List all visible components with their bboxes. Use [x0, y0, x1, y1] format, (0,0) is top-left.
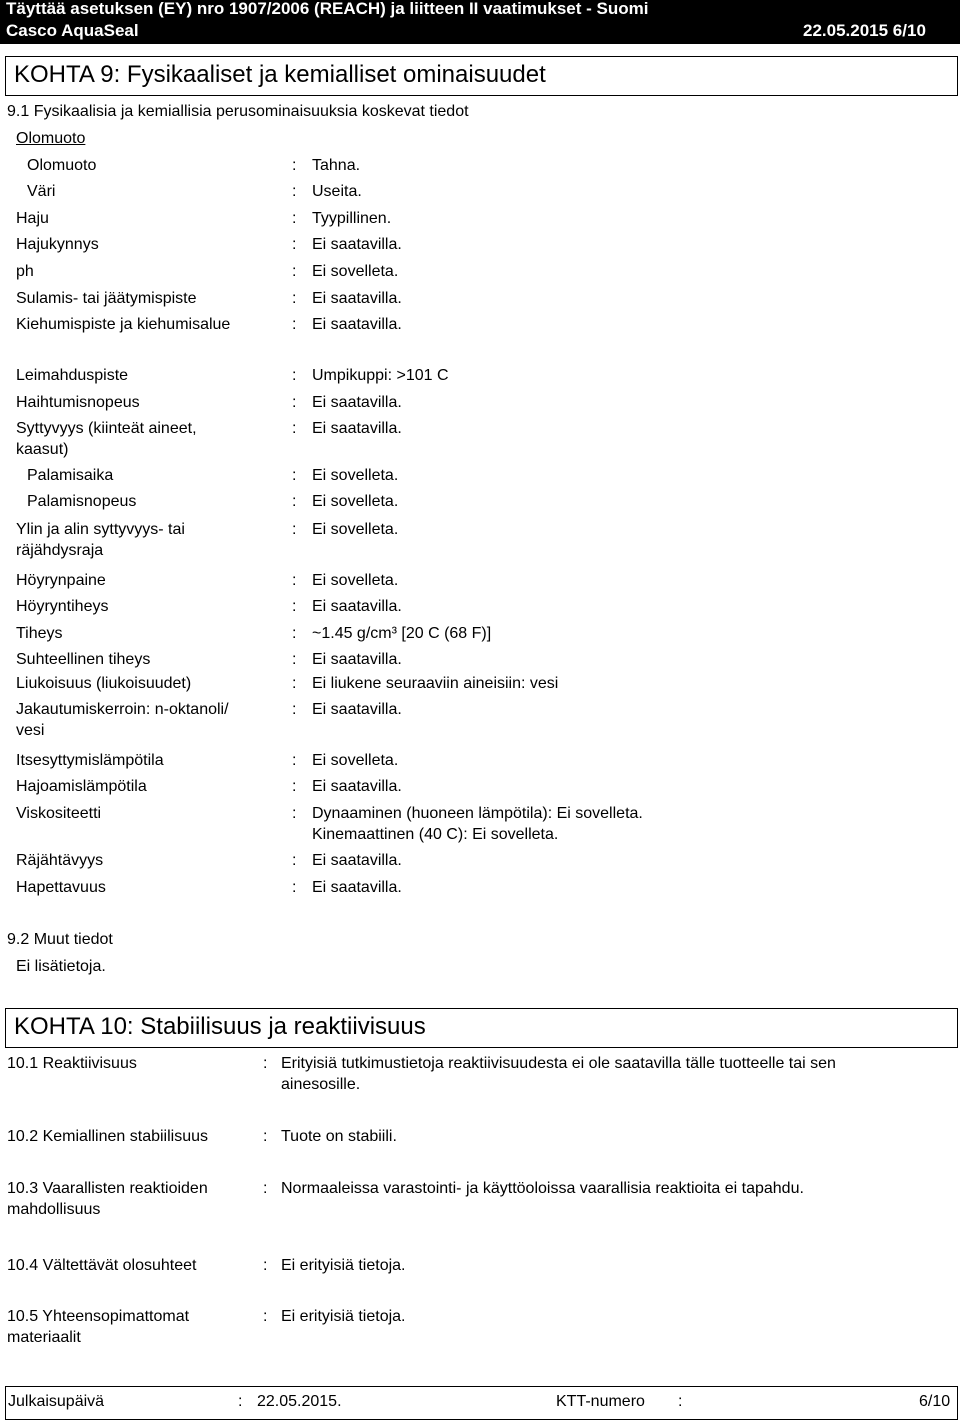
subsection-9-1: 9.1 Fysikaalisia ja kemiallisia perusominaisuuksia koskevat tiedot — [7, 103, 469, 120]
regulation-title: Täyttää asetuksen (EY) nro 1907/2006 (REACH) ja liitteen II vaatimukset - Suomi — [6, 0, 649, 18]
stability-value: Normaaleissa varastointi- ja käyttöoloissa vaarallisia reaktioita ei tapahdu. — [281, 1180, 804, 1197]
prop-value: Ei sovelleta. — [312, 467, 399, 484]
prop-label: Syttyvyys (kiinteät aineet, — [16, 420, 197, 437]
prop-value: Ei saatavilla. — [312, 316, 402, 333]
stability-value: Erityisiä tutkimustietoja reaktiivisuudesta ei ole saatavilla tälle tuotteelle tai sen — [281, 1055, 836, 1072]
prop-value: Ei saatavilla. — [312, 420, 402, 437]
prop-value: Ei saatavilla. — [312, 394, 402, 411]
prop-label-line2: kaasut) — [16, 441, 69, 458]
colon: : — [292, 879, 297, 896]
prop-label: Liukoisuus (liukoisuudet) — [16, 675, 192, 692]
prop-value: Tyypillinen. — [312, 210, 392, 227]
prop-label: Sulamis- tai jäätymispiste — [16, 290, 197, 307]
prop-label: Hapettavuus — [16, 879, 106, 896]
stability-label-line2: materiaalit — [7, 1329, 81, 1346]
prop-value: Ei saatavilla. — [312, 852, 402, 869]
colon: : — [292, 316, 297, 333]
colon: : — [292, 183, 297, 200]
prop-value: Umpikuppi: >101 C — [312, 367, 449, 384]
prop-label: Leimahduspiste — [16, 367, 129, 384]
prop-value: Ei saatavilla. — [312, 651, 402, 668]
colon: : — [292, 367, 297, 384]
prop-label: Itsesyttymislämpötila — [16, 752, 164, 769]
prop-label: Haihtumisnopeus — [16, 394, 140, 411]
prop-label: Suhteellinen tiheys — [16, 651, 151, 668]
colon: : — [292, 675, 297, 692]
olomuoto-heading: Olomuoto — [16, 130, 86, 147]
prop-value: Ei saatavilla. — [312, 598, 402, 615]
prop-label-line2: räjähdysraja — [16, 542, 104, 559]
prop-value: Ei sovelleta. — [312, 263, 399, 280]
prop-label: Viskositeetti — [16, 805, 102, 822]
document-header — [0, 0, 960, 44]
prop-value: Ei liukene seuraaviin aineisiin: vesi — [312, 675, 559, 692]
colon: : — [263, 1257, 268, 1274]
section-10-title-box — [5, 1008, 958, 1048]
prop-label: Palamisnopeus — [27, 493, 137, 510]
prop-label: Väri — [27, 183, 56, 200]
stability-label-line2: mahdollisuus — [7, 1201, 101, 1218]
subsection-9-2-text: Ei lisätietoja. — [16, 958, 106, 975]
stability-label: 10.1 Reaktiivisuus — [7, 1055, 137, 1072]
prop-label: Olomuoto — [27, 157, 97, 174]
stability-value: Tuote on stabiili. — [281, 1128, 397, 1145]
colon: : — [292, 521, 297, 538]
stability-value: Ei erityisiä tietoja. — [281, 1257, 406, 1274]
colon: : — [292, 651, 297, 668]
colon: : — [292, 290, 297, 307]
footer-issue-label: Julkaisupäivä — [8, 1393, 105, 1410]
section-9-title-box — [5, 56, 958, 96]
prop-label: Haju — [16, 210, 49, 227]
stability-value: Ei erityisiä tietoja. — [281, 1308, 406, 1325]
colon: : — [292, 493, 297, 510]
colon: : — [263, 1128, 268, 1145]
document-footer — [5, 1386, 958, 1420]
prop-value: Ei sovelleta. — [312, 521, 399, 538]
section-10-title: KOHTA 10: Stabiilisuus ja reaktiivisuus — [14, 1013, 426, 1040]
colon: : — [292, 701, 297, 718]
prop-label: Tiheys — [16, 625, 63, 642]
product-name: Casco AquaSeal — [6, 21, 139, 40]
colon: : — [263, 1055, 268, 1072]
colon: : — [292, 420, 297, 437]
stability-label: 10.3 Vaarallisten reaktioiden — [7, 1180, 208, 1197]
prop-label: Palamisaika — [27, 467, 114, 484]
prop-label: Hajoamislämpötila — [16, 778, 147, 795]
prop-label: Höyrynpaine — [16, 572, 106, 589]
subsection-9-2: 9.2 Muut tiedot — [7, 931, 113, 948]
prop-label: Jakautumiskerroin: n-oktanoli/ — [16, 701, 229, 718]
colon: : — [292, 467, 297, 484]
prop-value: Ei sovelleta. — [312, 493, 399, 510]
colon: : — [292, 598, 297, 615]
date-page: 22.05.2015 6/10 — [803, 21, 926, 40]
prop-label: ph — [16, 263, 34, 280]
prop-label: Räjähtävyys — [16, 852, 104, 869]
footer-page: 6/10 — [919, 1393, 951, 1410]
colon: : — [292, 752, 297, 769]
colon: : — [263, 1308, 268, 1325]
prop-value: Ei sovelleta. — [312, 572, 399, 589]
stability-label: 10.4 Vältettävät olosuhteet — [7, 1257, 197, 1274]
colon: : — [263, 1180, 268, 1197]
prop-label-line2: vesi — [16, 722, 45, 739]
footer-ktt-colon: : — [678, 1393, 683, 1410]
colon: : — [292, 778, 297, 795]
colon: : — [292, 263, 297, 280]
prop-value: Useita. — [312, 183, 362, 200]
prop-value: Ei saatavilla. — [312, 778, 402, 795]
colon: : — [292, 852, 297, 869]
prop-value: Ei sovelleta. — [312, 752, 399, 769]
footer-colon: : — [238, 1393, 243, 1410]
prop-value-line2: Kinemaattinen (40 C): Ei sovelleta. — [312, 826, 559, 843]
prop-label: Hajukynnys — [16, 236, 99, 253]
colon: : — [292, 625, 297, 642]
prop-value: Ei saatavilla. — [312, 290, 402, 307]
prop-value: Dynaaminen (huoneen lämpötila): Ei sovelleta. — [312, 805, 643, 822]
prop-value: Ei saatavilla. — [312, 879, 402, 896]
stability-label: 10.2 Kemiallinen stabiilisuus — [7, 1128, 208, 1145]
colon: : — [292, 394, 297, 411]
prop-value: Ei saatavilla. — [312, 236, 402, 253]
colon: : — [292, 210, 297, 227]
prop-label: Kiehumispiste ja kiehumisalue — [16, 316, 231, 333]
colon: : — [292, 572, 297, 589]
prop-value: ~1.45 g/cm³ [20 C (68 F)] — [312, 625, 492, 642]
stability-value-line2: ainesosille. — [281, 1076, 361, 1093]
section-9-title: KOHTA 9: Fysikaaliset ja kemialliset ominaisuudet — [14, 61, 546, 88]
prop-label: Ylin ja alin syttyvyys- tai — [16, 521, 185, 538]
prop-label: Höyryntiheys — [16, 598, 109, 615]
prop-value: Tahna. — [312, 157, 361, 174]
stability-label: 10.5 Yhteensopimattomat — [7, 1308, 190, 1325]
colon: : — [292, 236, 297, 253]
prop-value: Ei saatavilla. — [312, 701, 402, 718]
colon: : — [292, 805, 297, 822]
footer-ktt-label: KTT-numero — [556, 1393, 645, 1410]
footer-issue-date: 22.05.2015. — [257, 1393, 342, 1410]
colon: : — [292, 157, 297, 174]
